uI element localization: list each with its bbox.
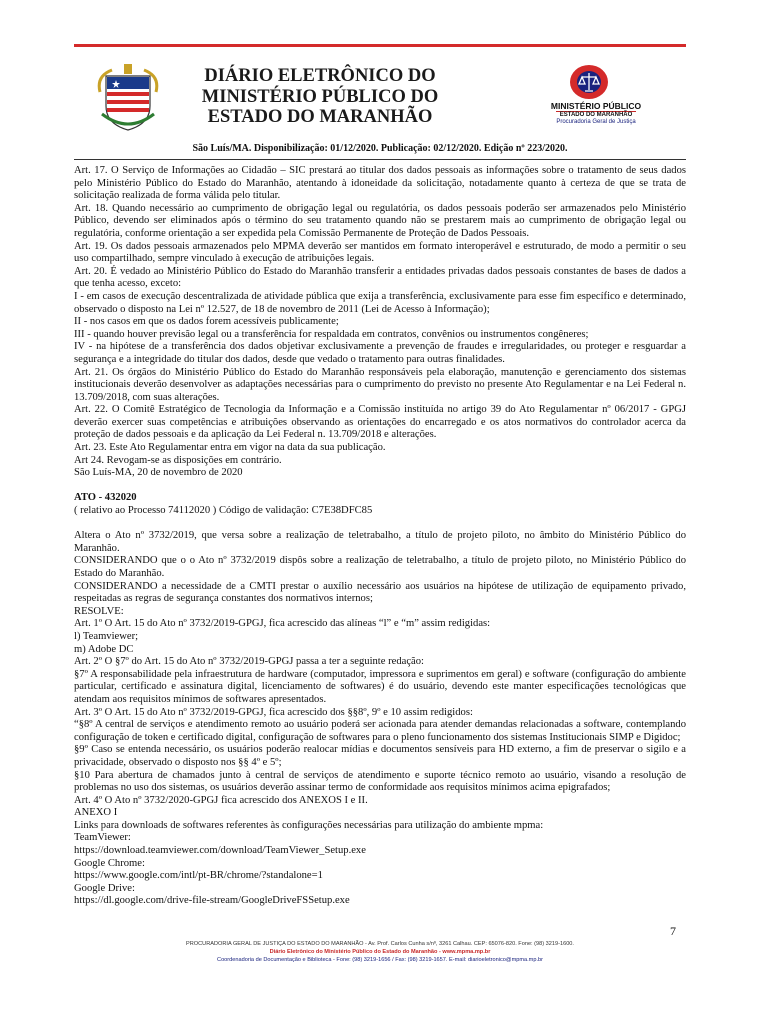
- paragraph: §10 Para abertura de chamados junto à central de serviços de atendimento e suporte técnico remoto ao usuário, visando a resolução de problemas no uso dos sistemas, os usuários deverão assinar termo de conformidade aos requisitos mínimos acima epigrafados;: [74, 769, 686, 794]
- paragraph: II - nos casos em que os dados forem acessíveis publicamente;: [74, 316, 339, 328]
- footer-address: PROCURADORIA GERAL DE JUSTIÇA DO ESTADO DO MARANHÃO - Av. Prof. Carlos Cunha s/nº, 3261 Calhau. CEP: 65076-820. Fone: (98) 3219-1600.: [186, 941, 574, 947]
- software-name: TeamViewer:: [74, 832, 131, 844]
- paragraph: §7º A responsabilidade pela infraestrutura de hardware (computador, impressora e suprimentos em geral) e software (configuração do ambiente particular, certificado e assinatura digital, licenciamento de softwares) é do usuário, devendo este manter especificações tecnológicas que atendam aos requisitos mínimos de softwares apresentados.: [74, 668, 686, 705]
- paragraph: Altera o Ato nº 3732/2019, que versa sobre a realização de teletrabalho, a título de projeto piloto, no âmbito do Ministério Público do Maranhão.: [74, 530, 686, 554]
- scales-of-justice-icon: [569, 64, 609, 100]
- journal-title-line-2: MINISTÉRIO PÚBLICO DO: [201, 86, 439, 107]
- software-name: Google Drive:: [74, 882, 135, 894]
- logo-line-2: ESTADO DO MARANHÃO: [559, 112, 633, 118]
- signature-date: São Luís-MA, 20 de novembro de 2020: [74, 467, 243, 479]
- download-link[interactable]: https://www.google.com/intl/pt-BR/chrome/?standalone=1: [74, 870, 323, 882]
- journal-title: [190, 66, 450, 128]
- download-link[interactable]: https://dl.google.com/drive-file-stream/GoogleDriveFSSetup.exe: [74, 895, 350, 907]
- header-rule: [74, 44, 686, 47]
- paragraph: CONSIDERANDO a necessidade de a CMTI prestar o auxílio necessário aos usuários na hipótese de utilização de equipamento privado, respeitadas as regras de segurança constantes dos normativos internos;: [74, 580, 686, 605]
- paragraph: m) Adobe DC: [74, 643, 134, 655]
- paragraph: RESOLVE:: [74, 605, 124, 617]
- software-name: Google Chrome:: [74, 857, 145, 869]
- paragraph: §9º Caso se entenda necessário, os usuários poderão realocar mídias e documentos sensíveis para HD externo, a fim de preservar o sigilo e a privacidade, observado o disposto nos §§ 4º e 5º;: [74, 744, 686, 768]
- journal-title-line-3: ESTADO DO MARANHÃO: [207, 107, 433, 127]
- paragraph: Art. 19. Os dados pessoais armazenados pelo MPMA deverão ser mantidos em formato interoperável e estruturado, de modo a permitir o seu uso compartilhado, sempre vinculado à execução de atribuições legais.: [74, 240, 686, 265]
- paragraph: Art. 23. Este Ato Regulamentar entra em vigor na data da sua publicação.: [74, 442, 386, 454]
- paragraph: Art. 20. É vedado ao Ministério Público do Estado do Maranhão transferir a entidades privadas dados pessoais constantes de bases de dados a que tenha acesso, exceto:: [74, 265, 686, 290]
- footer-site: Diário Eletrônico do Ministério Público do Estado do Maranhão - www.mpma.mp.br: [269, 949, 491, 955]
- paragraph: CONSIDERANDO que o o Ato nº 3732/2019 dispôs sobre a realização de teletrabalho, a título de projeto piloto, no Ministério Público do Estado do Maranhão.: [74, 555, 686, 579]
- ato-reference: ( relativo ao Processo 74112020 ) Código de validação: C7E38DFC85: [74, 505, 373, 517]
- logo-line-3: Procuradoria Geral de Justiça: [556, 119, 636, 125]
- download-link[interactable]: https://download.teamviewer.com/download/TeamViewer_Setup.exe: [74, 845, 366, 857]
- articles-section: [74, 165, 686, 480]
- paragraph: Art. 2º O §7º do Art. 15 do Ato nº 3732/2019-GPGJ passa a ter a seguinte redação:: [74, 656, 424, 668]
- paragraph: Art. 3º O Art. 15 do Ato nº 3732/2019-GPGJ, fica acrescido dos §§8º, 9º e 10 assim redigidos:: [74, 706, 473, 718]
- footer-contact: Coordenadoria de Documentação e Biblioteca - Fone: (98) 3219-1656 / Fax: (98) 3219-1657. E-mail: diarioeletronico@mpma.mp.br: [217, 957, 543, 963]
- spacer: [74, 480, 686, 493]
- paragraph: IV - na hipótese de a transferência dos dados objetivar exclusivamente a prevenção de fraudes e irregularidades, ou proteger e resguardar a segurança e a integridade do titular dos dados, desde que vedado o tratamento para outras finalidades.: [74, 341, 686, 365]
- publication-info: São Luís/MA. Disponibilização: 01/12/2020. Publicação: 02/12/2020. Edição nº 223/2020.: [192, 143, 568, 154]
- logo-line-1: MINISTÉRIO PÚBLICO: [550, 101, 642, 111]
- paragraph: Art. 17. O Serviço de Informações ao Cidadão – SIC prestará ao titular dos dados pessoais as informações sobre o tratamento de seus dados pelo Ministério Público do Estado do Maranhão, atentando à idoneidade da solicitação, notadamente quanto à certeza de que se trata de solicitação realizada de forma válida pelo titular.: [74, 165, 686, 202]
- page-number: 7: [670, 924, 676, 938]
- subheader-rule: [74, 159, 686, 160]
- annex-heading: ANEXO I: [74, 807, 118, 819]
- journal-title-line-1: DIÁRIO ELETRÔNICO DO: [204, 66, 436, 86]
- paragraph: Art 24. Revogam-se as disposições em contrário.: [74, 454, 282, 466]
- paragraph: III - quando houver previsão legal ou a transferência for respaldada em contratos, convênios ou instrumentos congêneres;: [74, 328, 589, 340]
- ato-section: [74, 530, 686, 908]
- paragraph: Links para downloads de softwares referentes às configurações necessárias para utilização do ambiente mpma:: [74, 819, 544, 831]
- paragraph: Art. 21. Os órgãos do Ministério Público do Estado do Maranhão responsáveis pela elaboração, manutenção e gerenciamento dos sistemas institucionais deverão desenvolver as adaptações necessárias para o cumprimento do previsto no presente Ato Regulamentar e na Lei Federal n. 13.709/2018, com suas alterações.: [74, 366, 686, 403]
- document-body: [74, 165, 686, 908]
- paragraph: I - em casos de execução descentralizada de atividade pública que exija a transferência, exclusivamente para esse fim específico e determinado, observado o disposto na Lei nº 12.527, de 18 de novembro de 2011 (Lei de Acesso à Informação);: [74, 290, 686, 315]
- mpma-logo: [536, 64, 656, 134]
- paragraph: Art. 18. Quando necessário ao cumprimento de obrigação legal ou regulatória, os dados pessoais poderão ser armazenados pelo Ministério Público, devendo ser eliminados após o término do seu tratamento quando não se prestarem mais ao cumprimento de obrigação legal ou regulatória, conforme orientação a ser expedida pela Comissão Permanente de Proteção de Dados Pessoais.: [74, 202, 686, 239]
- paragraph: “§8º A central de serviços e atendimento remoto ao usuário poderá ser acionada para atender demandas relacionadas a software, contemplando configuração de token e certificado digital, configuração de softwares para o pleno funcionamento dos sistemas Institucionais SIMP e Digidoc;: [74, 719, 686, 743]
- paragraph: Art. 22. O Comitê Estratégico de Tecnologia da Informação e a Comissão instituída no artigo 39 do Ato Regulamentar nº 06/2017 - GPGJ deverão exercer suas competências e atribuições observando as orientações do encarregado e os atos normativos do controlador acerca da proteção de dados pessoais e da aplicação da Lei Federal n. 13.709/2018 e alterações.: [74, 404, 686, 441]
- paragraph: Art. 4º O Ato nº 3732/2020-GPGJ fica acrescido dos ANEXOS I e II.: [74, 794, 368, 806]
- spacer: [74, 518, 686, 531]
- maranhao-coat-of-arms-icon: [92, 62, 164, 134]
- page-footer: [74, 940, 686, 964]
- paragraph: l) Teamviewer;: [74, 630, 139, 642]
- paragraph: Art. 1º O Art. 15 do Ato nº 3732/2019-GPGJ, fica acrescido das alíneas “l” e “m” assim redigidas:: [74, 618, 491, 630]
- ato-title: ATO - 432020: [74, 492, 137, 504]
